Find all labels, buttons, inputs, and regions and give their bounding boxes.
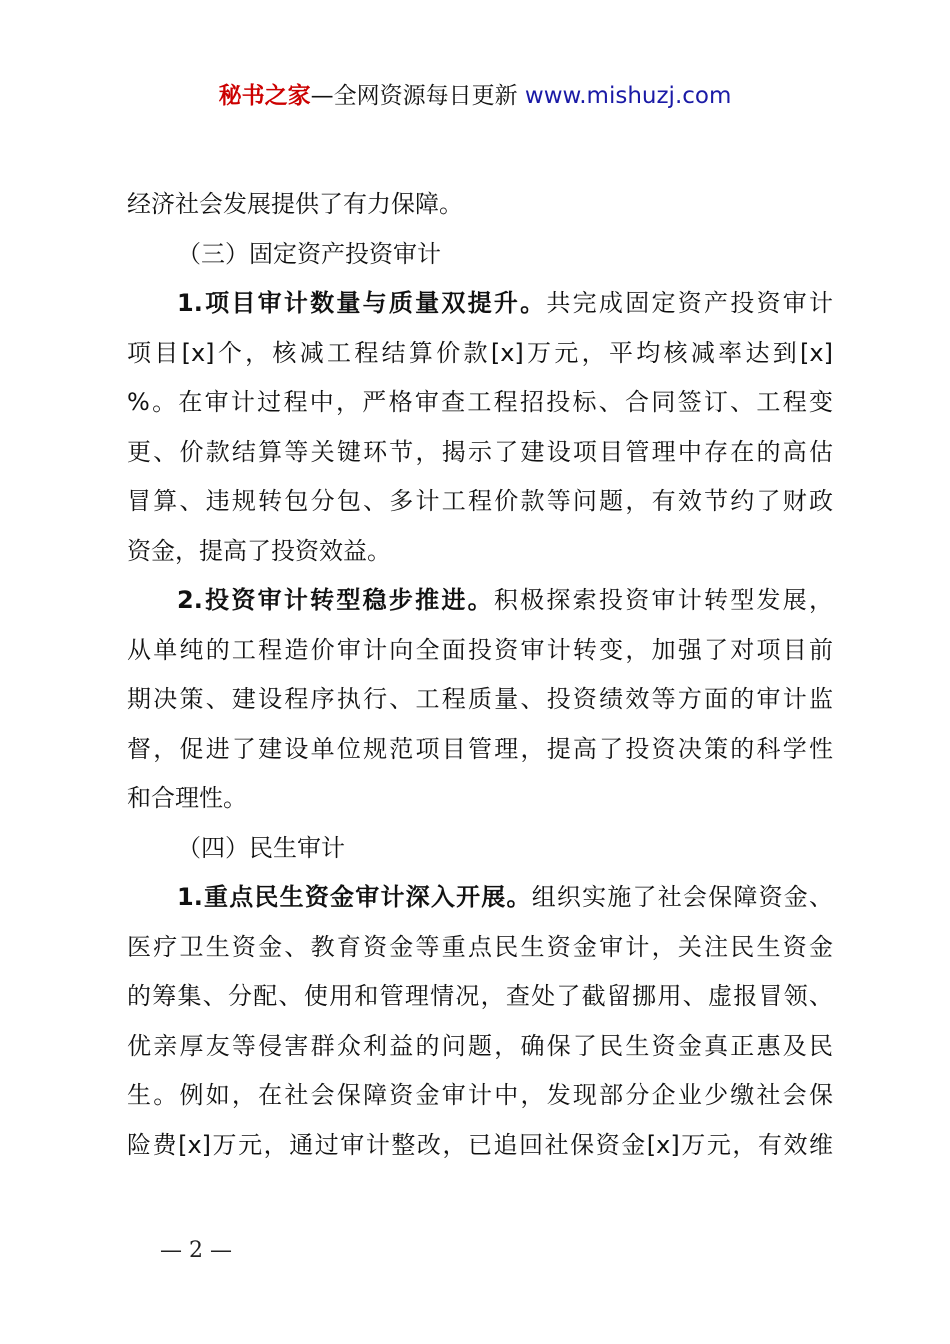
paragraph-line	[127, 576, 833, 626]
line-text: 资金，提高了投资效益。	[127, 536, 391, 565]
paragraph-line	[127, 873, 833, 923]
line-text: 和合理性。	[127, 784, 247, 812]
line-text: 优亲厚友等侵害群众利益的问题，确保了民生资金真正惠及民	[127, 1031, 833, 1060]
section-heading	[127, 230, 833, 280]
site-url[interactable]: www.mishuzj.com	[524, 83, 732, 109]
line-text: 项目[x]个，核减工程结算价款[x]万元，平均核减率达到[x]	[127, 338, 833, 367]
brand-name: 秘书之家	[218, 83, 311, 109]
bold-lead-text: 2.投资审计转型稳步推进。	[177, 586, 494, 614]
line-text: 督，促进了建设单位规范项目管理，提高了投资决策的科学性	[127, 734, 833, 763]
paragraph-line	[127, 972, 833, 1022]
paragraph-line	[127, 923, 833, 973]
line-text: 积极探索投资审计转型发展，	[493, 586, 833, 614]
line-text: 经济社会发展提供了有力保障。	[127, 190, 463, 218]
paragraph-line	[127, 180, 833, 230]
line-text: %。在审计过程中，严格审查工程招投标、合同签订、工程变	[127, 388, 833, 416]
paragraph-line	[127, 329, 833, 379]
paragraph-line	[127, 1121, 833, 1171]
section-heading	[127, 824, 833, 874]
paragraph-line	[127, 725, 833, 775]
paragraph-line	[127, 477, 833, 527]
line-text: 医疗卫生资金、教育资金等重点民生资金审计，关注民生资金	[127, 932, 833, 961]
paragraph-line	[127, 774, 833, 824]
document-body	[127, 180, 833, 1170]
paragraph-line	[127, 378, 833, 428]
bold-lead-text: 1.项目审计数量与质量双提升。	[177, 289, 547, 317]
line-text: 险费[x]万元，通过审计整改，已追回社保资金[x]万元，有效维	[127, 1130, 833, 1159]
line-text: 更、价款结算等关键环节，揭示了建设项目管理中存在的高估	[127, 437, 833, 466]
paragraph-line	[127, 675, 833, 725]
line-text: 期决策、建设程序执行、工程质量、投资绩效等方面的审计监	[127, 685, 833, 713]
line-text: 冒算、违规转包分包、多计工程价款等问题，有效节约了财政	[127, 487, 833, 515]
line-text: 共完成固定资产投资审计	[546, 289, 833, 317]
bold-lead-text: 1.重点民生资金审计深入开展。	[177, 883, 532, 911]
page-number: — 2 —	[160, 1238, 232, 1263]
paragraph-line	[127, 1071, 833, 1121]
line-text: 的筹集、分配、使用和管理情况，查处了截留挪用、虚报冒领、	[127, 982, 833, 1010]
line-text: （三）固定资产投资审计	[177, 239, 441, 268]
line-text: 从单纯的工程造价审计向全面投资审计转变，加强了对项目前	[127, 635, 833, 664]
line-text: 组织实施了社会保障资金、	[531, 883, 833, 911]
paragraph-line	[127, 279, 833, 329]
header-tagline: —全网资源每日更新	[310, 83, 518, 109]
paragraph-line	[127, 1022, 833, 1072]
page-header	[0, 80, 950, 112]
paragraph-line	[127, 428, 833, 478]
paragraph-line	[127, 527, 833, 577]
paragraph-line	[127, 626, 833, 676]
line-text: 生。例如，在社会保障资金审计中，发现部分企业少缴社会保	[127, 1081, 833, 1109]
line-text: （四）民生审计	[177, 833, 345, 862]
